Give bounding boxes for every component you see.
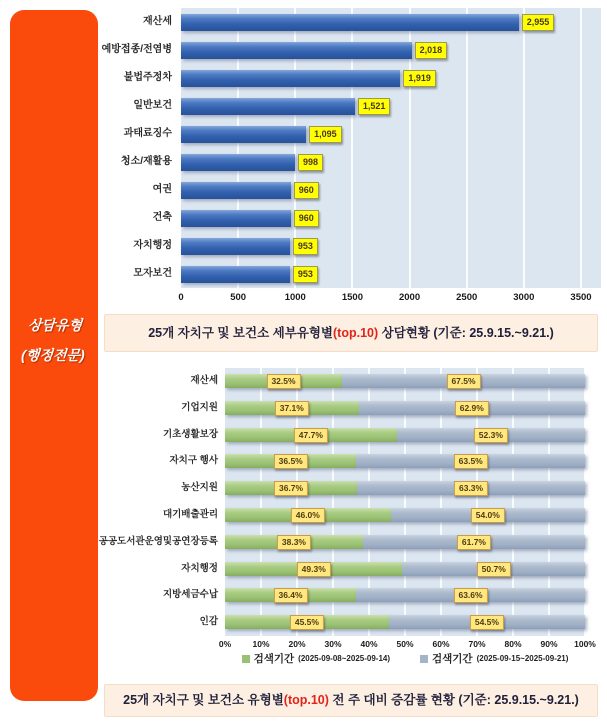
consult-type-panel bbox=[10, 10, 98, 701]
axis-tick-label: 10% bbox=[252, 639, 270, 649]
category-label: 여권 bbox=[152, 184, 172, 195]
value-label: 45.5% bbox=[290, 615, 324, 630]
value-label: 2,955 bbox=[522, 14, 555, 31]
chart2-legend bbox=[225, 651, 585, 666]
legend-item-period2 bbox=[420, 651, 568, 666]
axis-tick-label: 20% bbox=[288, 639, 306, 649]
chart2-plot-area bbox=[225, 368, 585, 636]
axis-tick-label: 2000 bbox=[398, 292, 421, 303]
consult-type-line2: (행정전문) bbox=[20, 347, 86, 363]
bar bbox=[181, 266, 290, 283]
axis-tick-label: 100% bbox=[574, 639, 596, 649]
chart2-caption-suffix: 전 주 대비 증감률 현황 (기준: 25.9.15.~9.21.) bbox=[328, 693, 579, 707]
value-label: 38.3% bbox=[277, 535, 311, 550]
legend-range-period2: (2025-09-15~2025-09-21) bbox=[476, 654, 569, 663]
chart2-caption bbox=[104, 684, 598, 717]
bar bbox=[181, 14, 519, 31]
axis-tick-label: 90% bbox=[540, 639, 558, 649]
value-label: 49.3% bbox=[297, 562, 331, 577]
value-label: 36.4% bbox=[273, 588, 307, 603]
category-label: 건축 bbox=[152, 212, 172, 223]
value-label: 63.5% bbox=[454, 454, 488, 469]
chart2-caption-prefix: 25개 자치구 및 보건소 유형별 bbox=[123, 693, 284, 707]
chart2-caption-top10: (top.10) bbox=[283, 693, 329, 707]
category-label: 불법주정차 bbox=[123, 72, 172, 83]
chart1-caption-prefix: 25개 자치구 및 보건소 세부유형별 bbox=[148, 326, 333, 340]
axis-tick-label: 40% bbox=[360, 639, 378, 649]
value-label: 62.9% bbox=[455, 401, 489, 416]
category-label: 자치행정 bbox=[181, 562, 218, 574]
axis-tick-label: 3500 bbox=[570, 292, 592, 303]
category-label: 예방접종/전염병 bbox=[101, 44, 172, 55]
gridline bbox=[523, 8, 525, 288]
chart1-caption-top10: (top.10) bbox=[333, 326, 379, 340]
gridline bbox=[580, 8, 582, 288]
value-label: 2,018 bbox=[415, 42, 448, 59]
axis-tick-label: 30% bbox=[324, 639, 342, 649]
value-label: 50.7% bbox=[477, 562, 511, 577]
value-label: 36.7% bbox=[274, 481, 308, 496]
legend-item-period1 bbox=[242, 651, 390, 666]
chart1-caption-suffix: 상담현황 (기준: 25.9.15.~9.21.) bbox=[378, 326, 554, 340]
value-label: 960 bbox=[294, 182, 319, 199]
category-label: 대기배출관리 bbox=[162, 509, 218, 520]
category-label: 지방세금수납 bbox=[162, 589, 218, 601]
value-label: 67.5% bbox=[446, 374, 480, 389]
value-label: 52.3% bbox=[474, 428, 508, 443]
value-label: 1,919 bbox=[403, 70, 436, 87]
category-label: 재산세 bbox=[143, 16, 172, 27]
category-label: 기업지원 bbox=[181, 401, 218, 413]
category-label: 모자보건 bbox=[133, 268, 172, 279]
value-label: 63.6% bbox=[453, 588, 487, 603]
category-label: 일반보건 bbox=[133, 100, 172, 111]
category-label: 자치행정 bbox=[133, 240, 172, 251]
bar bbox=[181, 238, 290, 255]
value-label: 960 bbox=[294, 210, 319, 227]
value-label: 47.7% bbox=[294, 428, 328, 443]
bar bbox=[181, 154, 295, 171]
legend-range-period1: (2025-09-08~2025-09-14) bbox=[298, 654, 390, 663]
bar bbox=[181, 126, 306, 143]
category-label: 청소/재활용 bbox=[120, 156, 172, 167]
gridline bbox=[466, 8, 468, 288]
axis-tick-label: 80% bbox=[504, 639, 522, 649]
bar bbox=[181, 182, 291, 199]
bar bbox=[181, 210, 291, 227]
category-label: 농산지원 bbox=[181, 482, 218, 494]
consult-type-line1: 상담유형 bbox=[27, 317, 83, 333]
axis-tick-label: 50% bbox=[396, 639, 414, 649]
axis-tick-label: 0% bbox=[218, 639, 232, 649]
value-label: 1,521 bbox=[358, 98, 391, 115]
category-label: 기초생활보장 bbox=[162, 428, 218, 440]
axis-tick-label: 3000 bbox=[513, 292, 535, 303]
value-label: 36.5% bbox=[274, 454, 308, 469]
chart1-caption bbox=[104, 314, 598, 352]
value-label: 54.5% bbox=[470, 615, 504, 630]
legend-label-period1: 검색기간 bbox=[253, 653, 295, 665]
legend-swatch-period2 bbox=[420, 655, 428, 663]
category-label: 과태료징수 bbox=[123, 128, 172, 139]
axis-tick-label: 70% bbox=[468, 639, 486, 649]
axis-tick-label: 1000 bbox=[284, 292, 306, 303]
value-label: 61.7% bbox=[457, 535, 491, 550]
value-label: 953 bbox=[293, 238, 318, 255]
axis-tick-label: 0 bbox=[178, 292, 184, 303]
category-label: 공공도서관운영및공연장등록 bbox=[98, 535, 218, 547]
axis-tick-label: 500 bbox=[230, 292, 247, 303]
chart1-plot-area bbox=[181, 8, 601, 288]
consult-type-label bbox=[8, 310, 100, 370]
value-label: 32.5% bbox=[266, 374, 300, 389]
value-label: 54.0% bbox=[471, 508, 505, 523]
axis-tick-label: 2500 bbox=[456, 292, 478, 303]
legend-label-period2: 검색기간 bbox=[432, 653, 473, 665]
legend-swatch-period1 bbox=[242, 655, 250, 663]
bar bbox=[181, 42, 412, 59]
category-label: 재산세 bbox=[190, 375, 218, 386]
value-label: 63.3% bbox=[454, 481, 488, 496]
bar bbox=[181, 70, 400, 87]
axis-tick-label: 1500 bbox=[341, 292, 363, 303]
value-label: 46.0% bbox=[291, 508, 325, 523]
category-label: 자치구 행사 bbox=[169, 455, 218, 467]
axis-tick-label: 60% bbox=[432, 639, 450, 649]
value-label: 998 bbox=[298, 154, 323, 171]
category-label: 인감 bbox=[199, 616, 218, 628]
bar bbox=[181, 98, 355, 115]
value-label: 953 bbox=[293, 266, 318, 283]
value-label: 1,095 bbox=[309, 126, 342, 143]
value-label: 37.1% bbox=[275, 401, 309, 416]
